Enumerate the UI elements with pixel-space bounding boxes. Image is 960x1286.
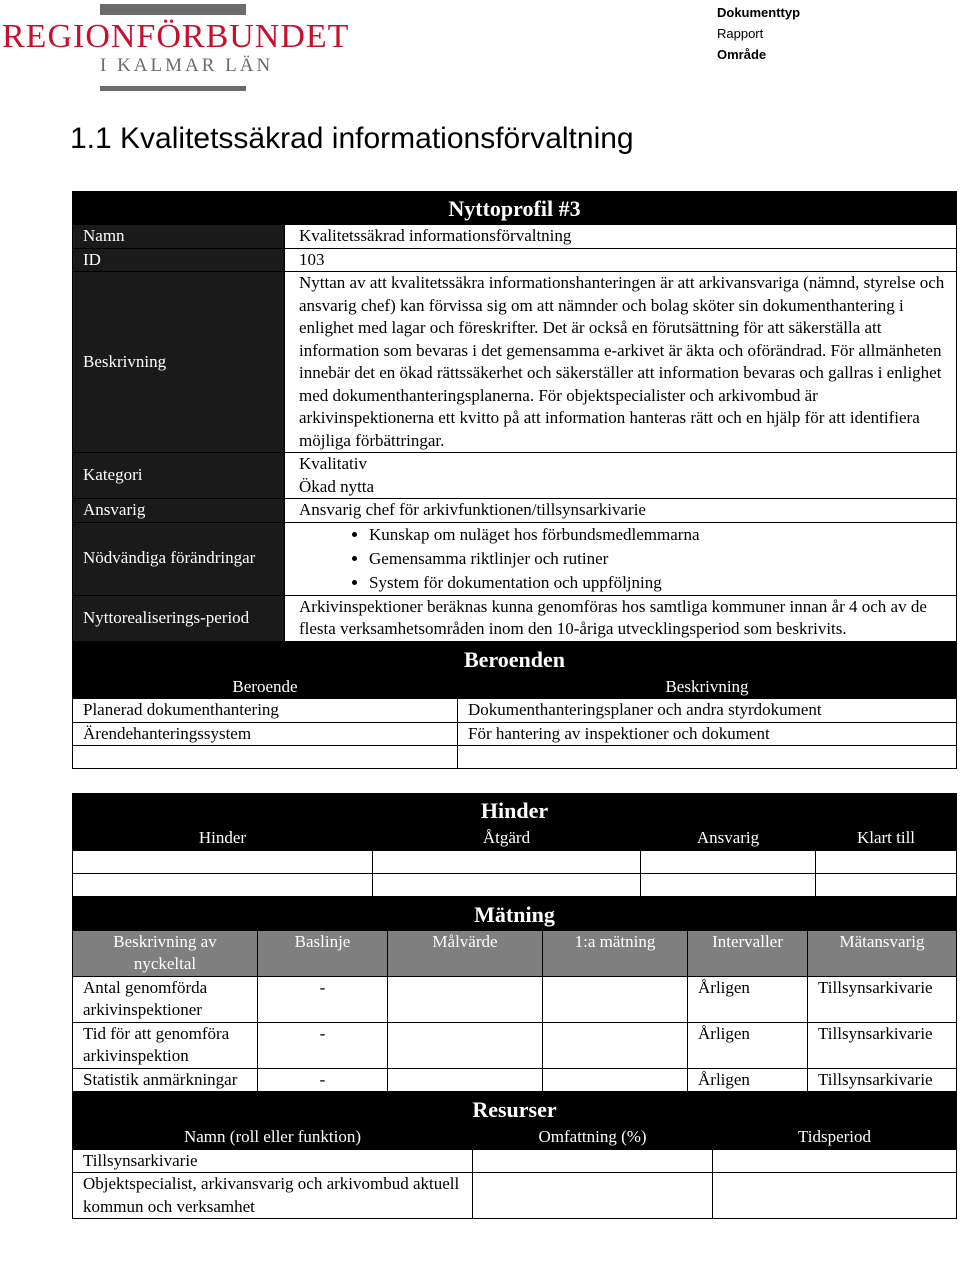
obstacle-cell [641, 850, 816, 873]
category-value-1: Kvalitativ [299, 454, 367, 473]
resources-cell: Objektspecialist, arkivansvarig och arkivombud aktuell kommun och verksamhet [73, 1173, 473, 1219]
measurement-col: Beskrivning av nyckeltal [73, 930, 258, 976]
resources-cell [473, 1149, 713, 1173]
resources-row [73, 1149, 957, 1173]
category-value [285, 453, 957, 499]
obstacles-col: Klart till [816, 827, 957, 851]
logo-line [100, 86, 246, 91]
dependency-empty-cell [73, 746, 458, 769]
obstacles-col: Åtgärd [373, 827, 641, 851]
measurement-cell: Tillsynsarkivarie [808, 976, 957, 1022]
measurement-cell: Antal genomförda arkivinspektioner [73, 976, 258, 1022]
name-label: Namn [73, 225, 285, 249]
resources-col: Omfattning (%) [473, 1126, 713, 1150]
measurement-table [72, 897, 957, 1093]
measurement-row [73, 1022, 957, 1068]
logo [0, 0, 360, 100]
measurement-row [73, 1068, 957, 1092]
document-meta [717, 2, 800, 65]
page-title: 1.1 Kvalitetssäkrad informationsförvaltning [70, 122, 634, 155]
logo-bar [100, 4, 246, 15]
measurement-cell: Årligen [688, 1068, 808, 1092]
changes-item: • System för dokumentation och uppföljning [369, 571, 946, 595]
dependency-cell: För hantering av inspektioner och dokument [458, 722, 957, 746]
obstacle-cell [73, 873, 373, 896]
obstacle-cell [373, 873, 641, 896]
resources-table [72, 1092, 957, 1219]
changes-label: Nödvändiga förändringar [73, 522, 285, 595]
measurement-row [73, 976, 957, 1022]
id-value: 103 [285, 248, 957, 272]
spacer [72, 769, 957, 793]
measurement-col: Målvärde [388, 930, 543, 976]
logo-main: REGIONFÖRBUNDET [2, 18, 350, 55]
category-label: Kategori [73, 453, 285, 499]
responsible-value: Ansvarig chef för arkivfunktionen/tillsynsarkivarie [285, 499, 957, 523]
resources-row [73, 1173, 957, 1219]
measurement-col: 1:a mätning [543, 930, 688, 976]
area-label: Område [717, 47, 767, 62]
measurement-cell: - [258, 1022, 388, 1068]
name-value: Kvalitetssäkrad informationsförvaltning [285, 225, 957, 249]
obstacles-title: Hinder [73, 794, 957, 827]
obstacle-cell [816, 873, 957, 896]
measurement-cell: Statistik anmärkningar [73, 1068, 258, 1092]
resources-col: Namn (roll eller funktion) [73, 1126, 473, 1150]
resources-col: Tidsperiod [713, 1126, 957, 1150]
measurement-cell: Tid för att genomföra arkivinspektion [73, 1022, 258, 1068]
changes-list [299, 523, 946, 595]
resources-cell [473, 1173, 713, 1219]
resources-cell: Tillsynsarkivarie [73, 1149, 473, 1173]
measurement-cell: Tillsynsarkivarie [808, 1068, 957, 1092]
responsible-label: Ansvarig [73, 499, 285, 523]
category-value-2: Ökad nytta [299, 476, 375, 496]
measurement-title: Mätning [73, 897, 957, 930]
obstacle-cell [641, 873, 816, 896]
measurement-cell [388, 1068, 543, 1092]
measurement-cell: Tillsynsarkivarie [808, 1022, 957, 1068]
dependency-empty-cell [458, 746, 957, 769]
description-value: Nyttan av att kvalitetssäkra informationshanteringen är att arkivansvariga (nämnd, styrelse och ansvarig chef) kan förvissa sig om att nämnder och bolag sköter sin dokumenthantering i enlighet med lagar och föreskrifter. Det är också en förutsättning för att säkerställa att information som bevaras i det gemensamma e-arkivet är äkta och oförändrad. För allmänheten innebär det en ökad rättssäkerhet och säkerställer att information bevaras och gallras i enlighet med dokumenthanteringsplanerna. För objektspecialister och arkivombud är arkivinspektionerna ett kvitto på att information hanteras rätt och en hjälp för att identifiera möjliga förbättringar. [285, 272, 957, 453]
measurement-cell: Årligen [688, 1022, 808, 1068]
profile-table [72, 191, 957, 642]
measurement-cell [543, 976, 688, 1022]
obstacle-cell [73, 850, 373, 873]
dependency-cell: Ärendehanteringssystem [73, 722, 458, 746]
dependencies-table [72, 642, 957, 770]
id-label: ID [73, 248, 285, 272]
measurement-col: Intervaller [688, 930, 808, 976]
measurement-cell [388, 1022, 543, 1068]
resources-title: Resurser [73, 1093, 957, 1126]
description-label: Beskrivning [73, 272, 285, 453]
measurement-cell: Årligen [688, 976, 808, 1022]
measurement-col: Mätansvarig [808, 930, 957, 976]
doctype-value: Rapport [717, 26, 764, 41]
obstacle-cell [816, 850, 957, 873]
dependency-cell: Planerad dokumenthantering [73, 699, 458, 723]
obstacle-cell [373, 850, 641, 873]
obstacles-col: Hinder [73, 827, 373, 851]
measurement-cell [543, 1022, 688, 1068]
changes-item: • Kunskap om nuläget hos förbundsmedlemmarna [369, 523, 946, 547]
period-value: Arkivinspektioner beräknas kunna genomföras hos samtliga kommuner innan år 4 och av de flesta verksamhetsområden inom den 10-åriga utvecklingsperiod som beskrivits. [285, 595, 957, 641]
resources-cell [713, 1149, 957, 1173]
measurement-col: Baslinje [258, 930, 388, 976]
doctype-label: Dokumenttyp [717, 5, 801, 20]
period-label: Nyttorealiserings-period [73, 595, 285, 641]
measurement-cell [388, 976, 543, 1022]
dependencies-col-1: Beroende [73, 675, 458, 699]
dependencies-title: Beroenden [73, 642, 957, 675]
dependencies-col-2: Beskrivning [458, 675, 957, 699]
measurement-cell [543, 1068, 688, 1092]
measurement-cell: - [258, 976, 388, 1022]
changes-value [285, 522, 957, 595]
measurement-cell: - [258, 1068, 388, 1092]
dependency-cell: Dokumenthanteringsplaner och andra styrdokument [458, 699, 957, 723]
obstacles-col: Ansvarig [641, 827, 816, 851]
logo-sub: I KALMAR LÄN [100, 55, 274, 76]
profile-frame [72, 191, 957, 1283]
obstacles-table [72, 793, 957, 897]
changes-item: • Gemensamma riktlinjer och rutiner [369, 547, 946, 571]
resources-cell [713, 1173, 957, 1219]
profile-title: Nyttoprofil #3 [73, 192, 957, 225]
